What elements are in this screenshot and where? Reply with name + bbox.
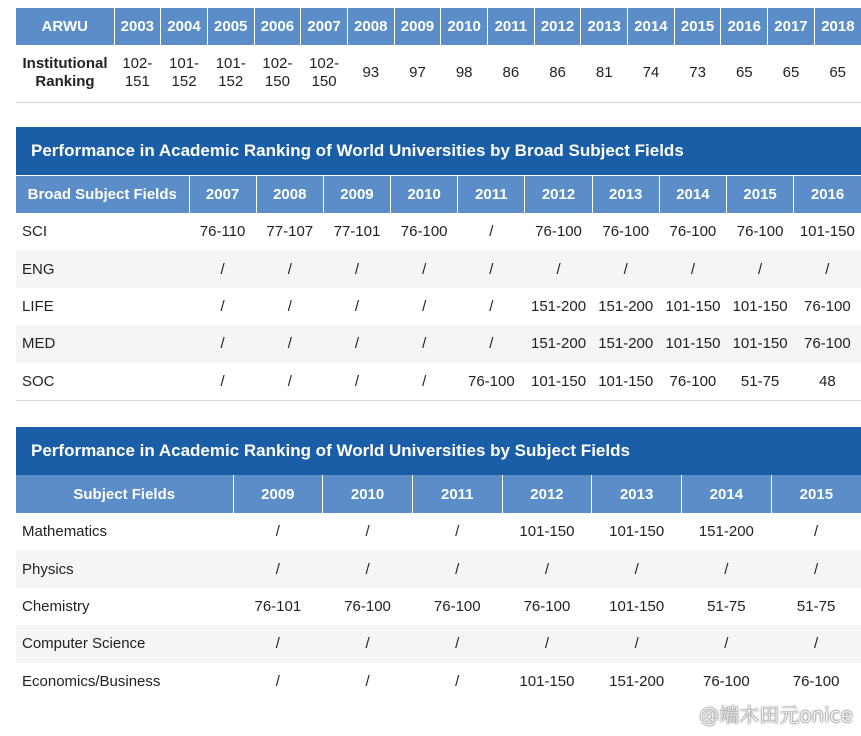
row-label: MED [16,325,189,362]
ranking-value: 98 [455,64,473,81]
year-header: 2014 [659,176,726,213]
table-cell: 76-101 [254,597,302,615]
table-cell: / [287,372,292,390]
year-header: 2005 [207,8,254,45]
subject-field-row [16,663,861,700]
year-header: 2016 [794,176,861,213]
table-cell: 76-100 [736,223,784,241]
row-label: Economics/Business [22,672,161,690]
table-cell: 76-100 [400,223,448,241]
broad-fields-title: Performance in Academic Ranking of World Universities by Broad Subject Fields [16,127,861,175]
year-header: 2011 [412,475,502,513]
table-cell: 151-200 [531,297,587,315]
divider [16,102,861,103]
year-header: 2015 [727,176,794,213]
year-header: 2007 [301,8,348,45]
table-cell: 76-100 [344,597,391,615]
table-cell: / [354,372,360,390]
table-cell: / [455,523,460,541]
year-header: 2008 [256,176,323,213]
table-cell: / [489,297,494,315]
arwu-ranking-table [16,8,861,101]
ranking-value: 97 [409,64,426,81]
ranking-value: 101- 152 [215,55,246,90]
table-cell: / [412,625,502,662]
table-cell: 151-200 [698,523,754,541]
ranking-value: 93 [362,64,380,81]
table-cell: / [592,250,659,287]
table-cell: 151-200 [609,672,665,690]
table-cell: 76-100 [803,297,851,315]
row-label: Mathematics [22,523,108,541]
table-cell: / [412,550,502,587]
table-cell: / [458,325,525,362]
row-label: SCI [22,223,48,241]
table-cell: 77-107 [266,223,314,241]
row-label: ENG [16,250,189,287]
table-cell: 76-110 [199,223,246,241]
table-cell: / [365,672,370,690]
table-cell: / [682,550,772,587]
table-cell: 76-100 [669,372,717,390]
year-header: 2010 [391,176,458,213]
table-cell: / [275,672,280,690]
year-header: 2016 [721,8,768,45]
table-cell: / [455,672,460,690]
year-header: 2017 [768,8,815,45]
table-cell: / [287,297,292,315]
year-header: 2012 [525,176,592,213]
arwu-header-row [16,8,861,45]
table-cell: / [323,625,413,662]
table-cell: 51-75 [740,372,780,390]
ranking-value: 65 [735,64,753,81]
table-cell: / [220,297,225,315]
table-cell: / [659,250,726,287]
table-cell: / [233,550,323,587]
table-cell: 151-200 [598,297,654,315]
broad-field-row [16,288,861,325]
table-cell: 51-75 [796,597,836,615]
year-header: 2013 [581,8,628,45]
subject-field-row [16,588,861,625]
table-cell: / [794,250,861,287]
subject-header-label: Subject Fields [16,475,233,513]
year-header: 2015 [674,8,721,45]
table-cell: 51-75 [707,597,746,615]
broad-header-label: Broad Subject Fields [16,176,189,213]
table-cell: / [592,625,682,662]
subject-field-row [16,625,861,662]
broad-header-row [16,176,861,213]
row-label-line2: Ranking [35,73,95,90]
table-cell: / [220,372,225,390]
subject-fields-title: Performance in Academic Ranking of World Universities by Subject Fields [16,427,861,475]
year-header: 2011 [458,176,525,213]
table-cell: / [391,250,458,287]
year-header: 2014 [682,475,772,513]
broad-table-body [16,213,861,400]
table-cell: 76-100 [535,223,582,241]
year-header: 2010 [441,8,488,45]
subject-header-row [16,475,861,513]
year-header: 2007 [189,176,256,213]
table-cell: / [771,625,861,662]
year-header: 2018 [814,8,861,45]
year-header: 2009 [323,176,390,213]
table-cell: / [458,250,525,287]
year-header: 2006 [254,8,301,45]
year-header: 2012 [502,475,592,513]
year-header: 2011 [488,8,535,45]
table-cell: 101-150 [519,672,575,690]
subject-table-body [16,513,861,700]
ranking-value: 101- 152 [169,55,200,90]
subject-field-row [16,550,861,587]
table-cell: / [592,550,682,587]
year-header: 2013 [592,475,682,513]
row-label: Chemistry [22,597,90,615]
table-cell: / [391,325,458,362]
ranking-value: 65 [829,64,846,81]
row-label: Physics [16,550,233,587]
table-cell: / [489,223,494,241]
table-cell: 101-150 [598,372,654,390]
table-cell: / [422,297,427,315]
year-header: 2008 [347,8,394,45]
table-cell: / [502,550,592,587]
table-cell: / [189,325,256,362]
table-cell: 101-150 [665,297,721,315]
table-cell: 151-200 [525,325,592,362]
table-cell: / [727,250,794,287]
table-cell: 76-100 [523,597,571,615]
table-cell: 151-200 [592,325,659,362]
table-cell: 101-150 [609,523,665,541]
ranking-value: 73 [689,64,706,81]
divider [16,400,861,401]
arwu-header-label: ARWU [16,8,114,45]
ranking-value: 102- 150 [309,55,340,90]
broad-fields-table [16,176,861,400]
row-label: LIFE [22,297,54,315]
table-cell: / [233,625,323,662]
broad-field-row [16,325,861,362]
table-cell: / [323,550,413,587]
table-cell: / [525,250,592,287]
table-cell: / [275,523,280,541]
table-cell: 101-150 [799,223,855,241]
institutional-ranking-label [16,45,114,101]
subject-fields-table [16,475,861,700]
year-header: 2003 [114,8,161,45]
year-header: 2012 [534,8,581,45]
broad-field-row [16,250,861,287]
year-header: 2004 [161,8,208,45]
ranking-value: 102- 151 [122,55,153,90]
ranking-value: 74 [642,64,660,81]
table-cell: 76-100 [703,672,750,690]
table-cell: 76-100 [467,372,515,390]
ranking-value: 102- 150 [262,55,293,90]
table-cell: 76-100 [792,672,840,690]
table-cell: 101-150 [727,325,794,362]
table-cell: 76-100 [602,223,650,241]
arwu-institutional-row [16,45,861,101]
table-cell: 48 [819,372,836,390]
subject-field-row [16,513,861,550]
table-cell: / [422,372,427,390]
table-cell: 101-150 [732,297,788,315]
table-cell: 77-101 [333,223,381,241]
table-cell: / [256,250,323,287]
broad-field-row [16,363,861,400]
table-cell: / [323,325,390,362]
table-cell: 76-100 [433,597,481,615]
year-header: 2009 [233,475,323,513]
ranking-value: 86 [502,64,520,81]
row-label: SOC [22,372,55,390]
row-label: Computer Science [16,625,233,662]
ranking-value: 65 [782,64,800,81]
year-header: 2013 [592,176,659,213]
table-cell: / [682,625,772,662]
year-header: 2015 [771,475,861,513]
table-cell: 101-150 [609,597,665,615]
table-cell: 101-150 [519,523,575,541]
year-header: 2014 [628,8,675,45]
table-cell: / [189,250,256,287]
table-cell: 101-150 [659,325,726,362]
table-cell: / [354,297,360,315]
table-cell: / [256,325,323,362]
watermark: @端木田元onice [699,703,853,727]
table-cell: 76-100 [794,325,861,362]
row-label-line1: Institutional [22,55,108,72]
table-cell: 76-100 [669,223,717,241]
table-cell: / [814,523,819,541]
year-header: 2010 [323,475,413,513]
ranking-value: 81 [595,64,613,81]
table-cell: / [771,550,861,587]
table-cell: 101-150 [531,372,587,390]
table-cell: / [365,523,370,541]
table-cell: / [502,625,592,662]
table-cell: / [323,250,390,287]
ranking-value: 86 [549,64,566,81]
year-header: 2009 [394,8,441,45]
broad-field-row [16,213,861,250]
